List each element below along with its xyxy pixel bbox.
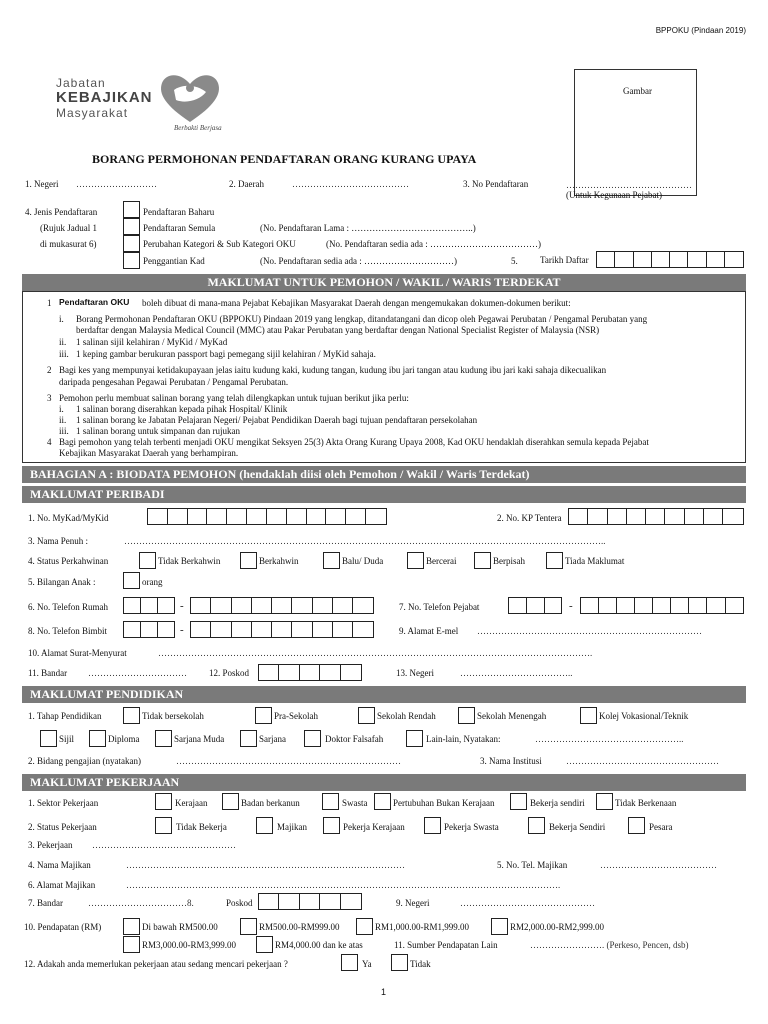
telefon-pejabat-label: 7. No. Telefon Pejabat bbox=[399, 602, 480, 612]
kolej-vokasional-label: Kolej Vokasional/Teknik bbox=[599, 711, 689, 721]
telefon-bimbit-number-boxes[interactable] bbox=[190, 621, 374, 638]
pekerja-swasta-label: Pekerja Swasta bbox=[444, 822, 499, 832]
institusi-field[interactable]: …………………………………………… bbox=[566, 756, 719, 766]
status-pekerjaan-label: 2. Status Pekerjaan bbox=[28, 822, 97, 832]
majikan-option-label: Majikan bbox=[277, 822, 307, 832]
pekerja-kerajaan-label: Pekerja Kerajaan bbox=[343, 822, 405, 832]
negeri-majikan-label: 9. Negeri bbox=[396, 898, 430, 908]
tahap-pendidikan-label: 1. Tahap Pendidikan bbox=[28, 711, 102, 721]
tidak-berkahwin-checkbox[interactable] bbox=[139, 552, 156, 569]
info-1-i-number: i. bbox=[59, 314, 64, 324]
info-2-line-1: Bagi kes yang mempunyai ketidakupayaan jelas iaitu kudung kaki, kudung tangan, kudung ibu jari tangan atau kudung ibu jari kaki sahaja dikecualikan bbox=[59, 365, 607, 375]
pendapatan-label: 10. Pendapatan (RM) bbox=[24, 922, 102, 932]
doktor-falsafah-label: Doktor Falsafah bbox=[325, 734, 384, 744]
doktor-falsafah-checkbox[interactable] bbox=[304, 730, 321, 747]
alamat-majikan-field[interactable]: ………………………………………………………………………………………………………………………………. bbox=[126, 880, 561, 890]
income-2000-2999-label: RM2,000.00-RM2,999.00 bbox=[510, 922, 605, 932]
badan-berkanun-label: Badan berkanun bbox=[241, 798, 300, 808]
diploma-label: Diploma bbox=[108, 734, 140, 744]
sumber-pendapatan-field[interactable]: ……………………. (Perkeso, Pencen, dsb) bbox=[530, 940, 689, 950]
bekerja-sendiri-sektor-label: Bekerja sendiri bbox=[530, 798, 585, 808]
income-4000-plus-label: RM4,000.00 dan ke atas bbox=[275, 940, 363, 950]
balu-duda-checkbox[interactable] bbox=[323, 552, 340, 569]
bandar-majikan-label: 7. Bandar bbox=[28, 898, 63, 908]
document-code: BPPOKU (Pindaan 2019) bbox=[655, 26, 746, 35]
tidak-bersekolah-checkbox[interactable] bbox=[123, 707, 140, 724]
tarikh-daftar-label: Tarikh Daftar bbox=[540, 255, 589, 265]
pra-sekolah-label: Pra-Sekolah bbox=[274, 711, 318, 721]
pendaftaran-semula-checkbox[interactable] bbox=[123, 218, 140, 235]
tidak-berkenaan-checkbox[interactable] bbox=[596, 793, 613, 810]
bekerja-sendiri-status-label: Bekerja Sendiri bbox=[549, 822, 606, 832]
tel-majikan-label: 5. No. Tel. Majikan bbox=[497, 860, 568, 870]
heart-hand-logo-icon bbox=[156, 70, 224, 126]
pendaftaran-baharu-checkbox[interactable] bbox=[123, 201, 140, 218]
penggantian-kad-checkbox[interactable] bbox=[123, 252, 140, 269]
majikan-checkbox[interactable] bbox=[256, 817, 273, 834]
info-3-iii: 1 salinan borang untuk simpanan dan rujukan bbox=[76, 426, 240, 436]
no-pendaftaran-field[interactable]: …………………………………… bbox=[566, 180, 692, 190]
tiada-maklumat-label: Tiada Maklumat bbox=[565, 556, 625, 566]
income-1000-1999-checkbox[interactable] bbox=[356, 918, 373, 935]
info-1-iii-number: iii. bbox=[59, 349, 69, 359]
info-4-line-1: Bagi pemohon yang telah terbenti menjadi OKU mengikat Seksyen 25(3) Akta Orang Kurang Upaya 2008, Kad OKU hendaklah diserahkan semula kepada Pejabat bbox=[59, 437, 649, 447]
tarikh-number: 5. bbox=[511, 256, 518, 266]
ya-checkbox[interactable] bbox=[341, 954, 358, 971]
bekerja-sendiri-status-checkbox[interactable] bbox=[528, 817, 545, 834]
negeri-field-2[interactable]: ……………………………….. bbox=[460, 668, 573, 678]
kolej-vokasional-checkbox[interactable] bbox=[580, 707, 597, 724]
email-field[interactable]: ………………………………………………………………… bbox=[477, 626, 702, 636]
income-500-999-checkbox[interactable] bbox=[240, 918, 257, 935]
pekerjaan-field[interactable]: ………………………………………… bbox=[92, 840, 236, 850]
poskod-label: 12. Poskod bbox=[209, 668, 250, 678]
pesara-label: Pesara bbox=[649, 822, 673, 832]
info-4-number: 4 bbox=[47, 437, 52, 447]
no-pendaftaran-sedia-ada-field-2[interactable]: (No. Pendaftaran sedia ada : …………………………) bbox=[260, 256, 457, 266]
berkahwin-label: Berkahwin bbox=[259, 556, 299, 566]
kp-tentera-label: 2. No. KP Tentera bbox=[497, 513, 562, 523]
jenis-pendaftaran-label: 4. Jenis Pendaftaran bbox=[25, 207, 98, 217]
info-3-iii-number: iii. bbox=[59, 426, 69, 436]
bandar-majikan-field[interactable]: ……………………………8. bbox=[88, 898, 194, 908]
info-3-i: 1 salinan borang diserahkan kepada pihak Hospital/ Klinik bbox=[76, 404, 288, 414]
bercerai-checkbox[interactable] bbox=[407, 552, 424, 569]
ya-label: Ya bbox=[362, 959, 372, 969]
alamat-field[interactable]: ………………………………………………………………………………………………………………………………. bbox=[158, 648, 593, 658]
daerah-field[interactable]: ………………………………… bbox=[292, 179, 409, 189]
status-perkahwinan-label: 4. Status Perkahwinan bbox=[28, 556, 109, 566]
berkahwin-checkbox[interactable] bbox=[240, 552, 257, 569]
bilangan-anak-label: 5. Bilangan Anak : bbox=[28, 577, 96, 587]
sarjana-checkbox[interactable] bbox=[240, 730, 257, 747]
nama-penuh-label: 3. Nama Penuh : bbox=[28, 536, 88, 546]
balu-duda-label: Balu/ Duda bbox=[342, 556, 384, 566]
no-pendaftaran-lama-field[interactable]: (No. Pendaftaran Lama : …………………………………..) bbox=[260, 223, 476, 233]
info-1-number: 1 bbox=[47, 298, 52, 308]
info-1-iii: 1 keping gambar berukuran passport bagi pemegang sijil kelahiran / MyKid sahaja. bbox=[76, 349, 376, 359]
photo-label: Gambar bbox=[623, 86, 652, 96]
poskod-boxes[interactable] bbox=[258, 664, 362, 681]
berpisah-checkbox[interactable] bbox=[474, 552, 491, 569]
daerah-label: 2. Daerah bbox=[229, 179, 264, 189]
income-1000-1999-label: RM1,000.00-RM1,999.00 bbox=[375, 922, 470, 932]
logo-line-1: Jabatan bbox=[56, 76, 106, 90]
tarikh-daftar-boxes[interactable] bbox=[596, 251, 744, 268]
bandar-field[interactable]: …………………………… bbox=[88, 668, 187, 678]
telefon-bimbit-dash: - bbox=[180, 624, 184, 636]
perubahan-kategori-checkbox[interactable] bbox=[123, 235, 140, 252]
pekerjaan-header: MAKLUMAT PEKERJAAN bbox=[22, 774, 746, 791]
jenis-sub-1: (Rujuk Jadual 1 bbox=[40, 223, 97, 233]
swasta-checkbox[interactable] bbox=[322, 793, 339, 810]
page-number: 1 bbox=[381, 987, 387, 997]
bidang-label: 2. Bidang pengajian (nyatakan) bbox=[28, 756, 141, 766]
sekolah-rendah-label: Sekolah Rendah bbox=[377, 711, 436, 721]
sumber-pendapatan-label: 11. Sumber Pendapatan Lain bbox=[394, 940, 498, 950]
tidak-berkahwin-label: Tidak Berkahwin bbox=[158, 556, 221, 566]
sarjana-muda-checkbox[interactable] bbox=[155, 730, 172, 747]
ngo-label: Pertubuhan Bukan Kerajaan bbox=[393, 798, 495, 808]
income-3000-3999-checkbox[interactable] bbox=[123, 936, 140, 953]
logo-line-2: KEBAJIKAN bbox=[56, 89, 153, 106]
income-500-999-label: RM500.00-RM999.00 bbox=[259, 922, 340, 932]
income-2000-2999-checkbox[interactable] bbox=[491, 918, 508, 935]
section-a-header: BAHAGIAN A : BIODATA PEMOHON (hendaklah diisi oleh Pemohon / Wakil / Waris Terdekat) bbox=[22, 466, 746, 483]
info-2-number: 2 bbox=[47, 365, 52, 375]
logo-tagline: Berbakti Berjasa bbox=[174, 124, 222, 132]
info-1-ii: 1 salinan sijil kelahiran / MyKid / MyKad bbox=[76, 337, 228, 347]
bidang-field[interactable]: ………………………………………………………………… bbox=[176, 756, 401, 766]
telefon-rumah-label: 6. No. Telefon Rumah bbox=[28, 602, 108, 612]
pesara-checkbox[interactable] bbox=[628, 817, 645, 834]
tidak-bersekolah-label: Tidak bersekolah bbox=[142, 711, 204, 721]
tidak-checkbox[interactable] bbox=[391, 954, 408, 971]
no-pendaftaran-label: 3. No Pendaftaran bbox=[463, 179, 529, 189]
tidak-bekerja-checkbox[interactable] bbox=[155, 817, 172, 834]
bekerja-sendiri-sektor-checkbox[interactable] bbox=[510, 793, 527, 810]
mykad-boxes[interactable] bbox=[147, 508, 387, 525]
badan-berkanun-checkbox[interactable] bbox=[222, 793, 239, 810]
info-1-i-line-1: Borang Permohonan Pendaftaran OKU (BPPOKU) Pindaan 2019 yang lengkap, ditandatangani dan dicop oleh Pegawai Perubatan / Pengamal Perubatan yang bbox=[76, 314, 648, 324]
negeri-field[interactable]: ……………………… bbox=[76, 179, 157, 189]
bilangan-anak-box[interactable] bbox=[123, 572, 140, 589]
telefon-rumah-number-boxes[interactable] bbox=[190, 597, 374, 614]
info-3-i-number: i. bbox=[59, 404, 64, 414]
negeri-label: 1. Negeri bbox=[25, 179, 59, 189]
pendidikan-header: MAKLUMAT PENDIDIKAN bbox=[22, 686, 746, 703]
sektor-label: 1. Sektor Pekerjaan bbox=[28, 798, 99, 808]
pekerja-swasta-checkbox[interactable] bbox=[424, 817, 441, 834]
income-4000-plus-checkbox[interactable] bbox=[256, 936, 273, 953]
jkm-logo bbox=[56, 70, 226, 134]
income-under-500-checkbox[interactable] bbox=[123, 918, 140, 935]
info-1-i-line-2: berdaftar dengan Malaysia Medical Council (MMC) atau Pakar Perubatan yang berdaftar dengan National Specialist Register of Malaysia (NSR) bbox=[76, 325, 600, 335]
income-under-500-label: Di bawah RM500.00 bbox=[142, 922, 218, 932]
sarjana-muda-label: Sarjana Muda bbox=[174, 734, 225, 744]
telefon-pejabat-dash: - bbox=[569, 600, 573, 612]
lain-lain-label: Lain-lain, Nyatakan: bbox=[426, 734, 501, 744]
logo-line-3: Masyarakat bbox=[56, 106, 129, 120]
info-3-line-1: Pemohon perlu membuat salinan borang yang telah dilengkapkan untuk tujuan berikut jika perlu: bbox=[59, 393, 409, 403]
institusi-label: 3. Nama Institusi bbox=[480, 756, 542, 766]
tidak-berkenaan-label: Tidak Berkenaan bbox=[615, 798, 677, 808]
bercerai-label: Bercerai bbox=[426, 556, 457, 566]
info-1-ii-number: ii. bbox=[59, 337, 67, 347]
kerajaan-checkbox[interactable] bbox=[155, 793, 172, 810]
email-label: 9. Alamat E-mel bbox=[399, 626, 459, 636]
info-3-ii-number: ii. bbox=[59, 415, 67, 425]
poskod-majikan-label: Poskod bbox=[226, 898, 253, 908]
ngo-checkbox[interactable] bbox=[374, 793, 391, 810]
nama-penuh-field[interactable]: …………………………………………………………………………………………………………………………………………….. bbox=[124, 536, 606, 546]
swasta-label: Swasta bbox=[342, 798, 368, 808]
diploma-checkbox[interactable] bbox=[89, 730, 106, 747]
sekolah-menengah-checkbox[interactable] bbox=[458, 707, 475, 724]
office-use-note: (Untuk Kegunaan Pejabat) bbox=[566, 190, 662, 200]
negeri-majikan-field[interactable]: ……………………………………… bbox=[460, 898, 595, 908]
tidak-label: Tidak bbox=[410, 959, 431, 969]
income-3000-3999-label: RM3,000.00-RM3,999.00 bbox=[142, 940, 237, 950]
jenis-sub-2: di mukasurat 6) bbox=[40, 239, 97, 249]
no-pendaftaran-sedia-ada-field[interactable]: (No. Pendaftaran sedia ada : ………………………………) bbox=[326, 239, 541, 249]
info-3-ii: 1 salinan borang ke Jabatan Pelajaran Negeri/ Pejabat Pendidikan Daerah bagi tujuan pendaftaran persekolahan bbox=[76, 415, 478, 425]
pendaftaran-semula-label: Pendaftaran Semula bbox=[143, 223, 216, 233]
peribadi-header: MAKLUMAT PERIBADI bbox=[22, 486, 746, 503]
mykad-label: 1. No. MyKad/MyKid bbox=[28, 513, 109, 523]
tidak-bekerja-label: Tidak Bekerja bbox=[176, 822, 227, 832]
kp-tentera-boxes[interactable] bbox=[568, 508, 744, 525]
perubahan-kategori-label: Perubahan Kategori & Sub Kategori OKU bbox=[143, 239, 296, 249]
telefon-rumah-dash: - bbox=[180, 600, 184, 612]
info-1-bold: Pendaftaran OKU bbox=[59, 297, 130, 307]
telefon-bimbit-label: 8. No. Telefon Bimbit bbox=[28, 626, 107, 636]
question-12-label: 12. Adakah anda memerlukan pekerjaan atau sedang mencari pekerjaan ? bbox=[24, 959, 288, 969]
pra-sekolah-checkbox[interactable] bbox=[255, 707, 272, 724]
kerajaan-label: Kerajaan bbox=[175, 798, 208, 808]
sijil-checkbox[interactable] bbox=[40, 730, 57, 747]
bilangan-anak-unit: orang bbox=[142, 577, 163, 587]
poskod-majikan-boxes[interactable] bbox=[258, 893, 362, 910]
info-4-line-2: Kebajikan Masyarakat Daerah yang berhampiran. bbox=[59, 448, 239, 458]
lain-lain-checkbox[interactable] bbox=[406, 730, 423, 747]
lain-lain-field[interactable]: ………………………………………….. bbox=[535, 734, 684, 744]
form-title: BORANG PERMOHONAN PENDAFTARAN ORANG KURANG UPAYA bbox=[92, 152, 477, 166]
penggantian-kad-label: Penggantian Kad bbox=[143, 256, 205, 266]
sijil-label: Sijil bbox=[59, 734, 75, 744]
telefon-pejabat-number-boxes[interactable] bbox=[580, 597, 744, 614]
nama-majikan-label: 4. Nama Majikan bbox=[28, 860, 91, 870]
info-2-line-2: daripada pengesahan Pegawai Perubatan / Pengamal Perubatan. bbox=[59, 377, 289, 387]
sekolah-rendah-checkbox[interactable] bbox=[358, 707, 375, 724]
info-section-header: MAKLUMAT UNTUK PEMOHON / WAKIL / WARIS TERDEKAT bbox=[22, 274, 746, 291]
info-1-text: boleh dibuat di mana-mana Pejabat Kebajikan Masyarakat Daerah dengan mengemukakan dokumen-dokumen berikut: bbox=[142, 298, 571, 308]
nama-majikan-field[interactable]: ………………………………………………………………………………… bbox=[126, 860, 405, 870]
sarjana-label: Sarjana bbox=[259, 734, 286, 744]
pekerjaan-label: 3. Pekerjaan bbox=[28, 840, 73, 850]
negeri-label-2: 13. Negeri bbox=[396, 668, 434, 678]
telefon-pejabat-prefix-boxes[interactable] bbox=[508, 597, 562, 614]
berpisah-label: Berpisah bbox=[493, 556, 525, 566]
tiada-maklumat-checkbox[interactable] bbox=[546, 552, 563, 569]
bandar-label: 11. Bandar bbox=[28, 668, 68, 678]
info-3-number: 3 bbox=[47, 393, 52, 403]
photo-box bbox=[574, 69, 697, 196]
tel-majikan-field[interactable]: ………………………………… bbox=[600, 860, 717, 870]
telefon-bimbit-prefix-boxes[interactable] bbox=[123, 621, 175, 638]
telefon-rumah-prefix-boxes[interactable] bbox=[123, 597, 175, 614]
pekerja-kerajaan-checkbox[interactable] bbox=[323, 817, 340, 834]
alamat-label: 10. Alamat Surat-Menyurat bbox=[28, 648, 127, 658]
sekolah-menengah-label: Sekolah Menengah bbox=[477, 711, 547, 721]
pendaftaran-baharu-label: Pendaftaran Baharu bbox=[143, 207, 215, 217]
alamat-majikan-label: 6. Alamat Majikan bbox=[28, 880, 96, 890]
